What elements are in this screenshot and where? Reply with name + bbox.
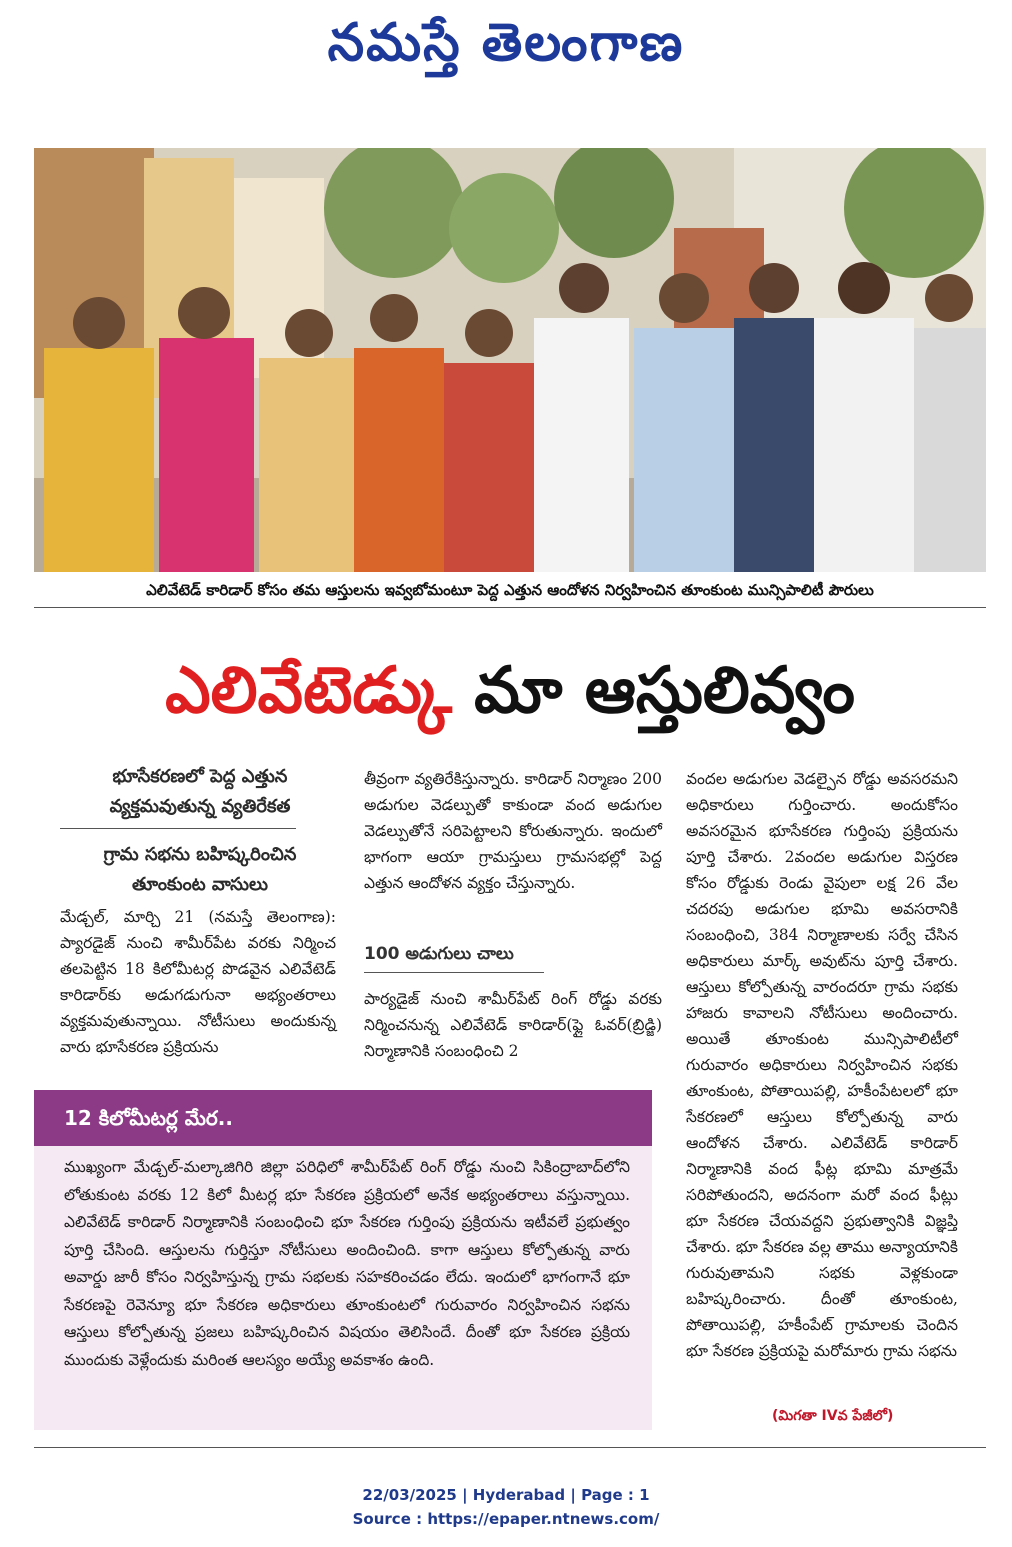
article-col2-text: తీవ్రంగా వ్యతిరేకిస్తున్నారు. కారిడార్ నిర్మాణం 200 అడుగుల వెడల్పుతో కాకుండా వంద అడుగుల వెడల్పుతోనే సరిపెట్టాలని కోరుతున్నారు. ఇందులో భాగంగా ఆయా గ్రామస్తులు గ్రామసభల్లో పెద్ద ఎత్తున ఆందోళన వ్యక్తం చేస్తున్నారు. (364, 770, 662, 892)
footer-divider (34, 1447, 986, 1448)
masthead (0, 8, 1012, 78)
article-col3-text: వందల అడుగుల వెడల్పైన రోడ్డు అవసరమని అధికారులు గుర్తించారు. అందుకోసం అవసరమైన భూసేకరణ గుర్తింపు ప్రక్రియను పూర్తి చేశారు. 2వందల అడుగుల విస్తరణ కోసం రోడ్డుకు రెండు వైపులా లక్ష 26 వేల చదరపు అడుగుల భూమి అవసరానికి సంబంధించి, 384 నిర్మాణాలకు సర్వే చేసిన అధికారులు మార్క్ అవుట్‌ను పూర్తి చేశారు. ఆస్తులు కోల్పోతున్న వారందరూ గ్రామ సభకు హాజరు కావాలని నోటీసులు అందించారు. అయితే తూంకుంట మున్సిపాలిటీలో గురువారం అధికారులు నిర్వహించిన సభకు తూంకుంట, పోతాయిపల్లి, హకీంపేటలలో భూ సేకరణలో ఆస్తులు కోల్పోతున్న వారు ఆందోళన చేశారు. ఎలివేటెడ్ కారిడార్ నిర్మాణానికి వంద ఫీట్ల భూమి మాత్రమే సరిపోతుందని, అదనంగా మరో వంద ఫీట్లు భూ సేకరణ చేయవద్దని ప్రభుత్వానికి విజ్ఞప్తి చేశారు. భూ సేకరణ వల్ల తాము అన్యాయానికి గురువుతామని సభకు వెళ్లకుండా బహిష్కరించారు. దీంతో తూంకుంట, పోతాయిపల్లి, హకీంపేట్ గ్రామాలకు చెందిన భూ సేకరణ ప్రక్రియపై మరోమారు గ్రామ సభను (686, 770, 958, 1360)
column-subhead: 100 అడుగులు చాలు (364, 944, 514, 964)
article-column-2b (364, 986, 662, 1064)
article-col2-text2: పార్యడైజ్ నుంచి శామీర్‌పేట్ రింగ్ రోడ్డు వరకు నిర్మించనున్న ఎలివేటెడ్ కారిడార్(ఫ్లై ఓవర్(బ్రిడ్జి) నిర్మాణానికి సంబంధించి 2 (364, 990, 662, 1060)
photo-caption: ఎలివేటెడ్ కారిడార్ కోసం తమ ఆస్తులను ఇవ్వబోమంటూ పెద్ద ఎత్తున ఆందోళన నిర్వహించిన తూంకుంట మున్సిపాలిటీ పౌరులు (146, 581, 874, 599)
masthead-title: నమస్తే తెలంగాణ (327, 12, 685, 73)
sidebar-box (34, 1090, 652, 1430)
footer-date-line: 22/03/2025 | Hyderabad | Page : 1 (362, 1486, 650, 1504)
article-col1-text: మేడ్చల్, మార్చి 21 (నమస్తే తెలంగాణ): ప్యారడైజ్ నుంచి శామీర్‌పేట వరకు నిర్మించ తలపెట్టిన 18 కిలోమీటర్ల పొడవైన ఎలివేటెడ్ కారిడార్‌కు అడుగడుగునా అభ్యంతరాలు వ్యక్తమవుతున్నాయి. నోటీసులు అందుకున్న వారు భూసేకరణ ప్రక్రియను (60, 908, 336, 1056)
footer-source-line: Source : https://epaper.ntnews.com/ (352, 1510, 660, 1528)
subhead-divider (364, 972, 544, 973)
headline-red-part: ఎలివేటెడ్ (165, 654, 452, 728)
sidebar-box-text: ముఖ్యంగా మేడ్చల్-మల్కాజిగిరి జిల్లా పరిధిలో శామీర్‌పేట్ రింగ్ రోడ్డు నుంచి సికింద్రాబాద్‌లోని లోతుకుంట వరకు 12 కిలో మీటర్ల భూ సేకరణ ప్రక్రియలో అనేక అభ్యంతరాలు వస్తున్నాయి. ఎలివేటెడ్ కారిడార్ నిర్మాణానికి సంబంధించి భూ సేకరణ గుర్తింపు ప్రక్రియను ఇటీవలే ప్రభుత్వం పూర్తి చేసింది. ఆస్తులను గుర్తిస్తూ నోటీసులు అందించింది. కాగా ఆస్తులు కోల్పోతున్న వారు అవార్డు జారీ కోసం నిర్వహిస్తున్న గ్రామ సభలకు సహకరించడం లేదు. ఇందులో భాగంగానే భూ సేకరణపై రెవెన్యూ భూ సేకరణ అధికారులు తూంకుంటలో గురువారం నిర్వహించిన సభను ఆస్తులు కోల్పోతున్న ప్రజలు బహిష్కరించిన విషయం తెలిసిందే. దీంతో భూ సేకరణ ప్రక్రియ ముందుకు వెళ్లేందుకు మరింత ఆలస్యం అయ్యే అవకాశం ఉంది. (64, 1158, 630, 1369)
sidebar-box-header (34, 1090, 652, 1146)
continued-note: (మిగతా IVవ పేజీలో) (772, 1408, 894, 1424)
headline (34, 636, 986, 746)
headline-black-part: కు మా ఆస్తులివ్వం (451, 654, 855, 728)
article-column-3 (686, 766, 958, 1364)
news-photo (34, 148, 986, 572)
article-column-2 (364, 766, 662, 896)
deck-divider (60, 828, 296, 829)
deck-secondary: గ్రామ సభను బహిష్కరించిన తూంకుంట వాసులు (103, 844, 297, 895)
sidebar-box-heading: 12 కిలోమీటర్ల మేర.. (64, 1106, 233, 1130)
deck-primary: భూసేకరణలో పెద్ద ఎత్తున వ్యక్తమవుతున్న వ్యతిరేకత (109, 766, 291, 817)
article-column-1 (60, 904, 336, 1060)
protest-photo-illustration (34, 148, 986, 572)
caption-divider (34, 607, 986, 608)
